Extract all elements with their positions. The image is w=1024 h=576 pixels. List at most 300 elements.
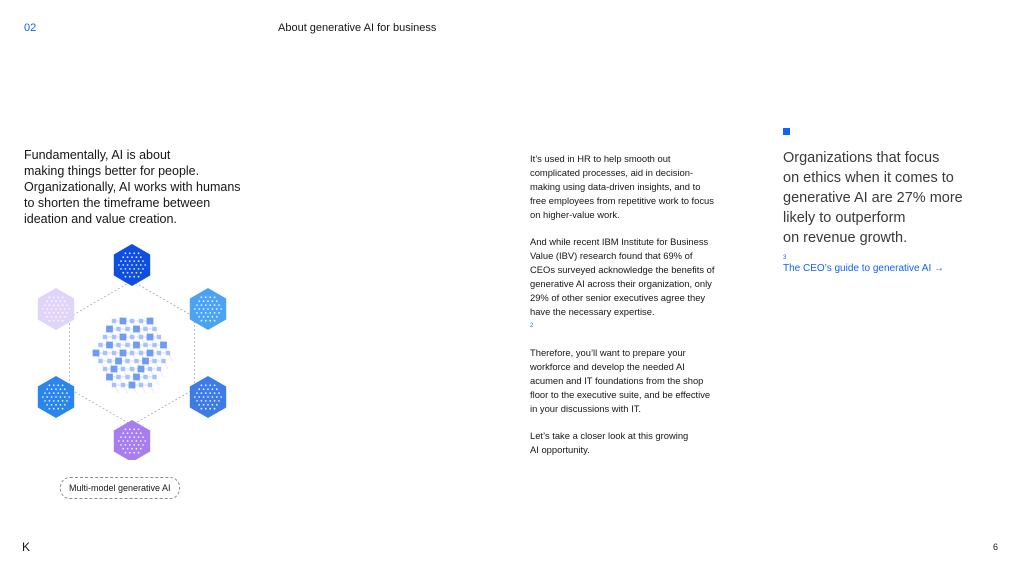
hexagon-dot [57, 392, 59, 394]
body-line-text: have the necessary expertise. [530, 306, 655, 317]
back-to-start-icon[interactable]: K [22, 540, 31, 554]
hexagon-dot [214, 320, 216, 322]
lattice-cube [152, 327, 156, 331]
lattice-cube [120, 350, 127, 357]
hexagon-dot [127, 264, 129, 266]
hexagon-dot [57, 296, 59, 298]
hexagon-dot [207, 404, 209, 406]
hexagon-dot [212, 308, 214, 310]
hexagon-dot [140, 432, 142, 434]
lattice-cube [142, 358, 149, 365]
hexagon-dot [133, 428, 135, 430]
lattice-cube [148, 383, 152, 387]
hexagon-dot [216, 316, 218, 318]
lattice-cube [157, 367, 161, 371]
hexagon-dot [120, 268, 122, 270]
lattice-cube [116, 343, 120, 347]
hexagon-dot [201, 312, 203, 314]
multi-model-ai-illustration [22, 238, 242, 460]
body-line: Value (IBV) research found that 69% of [530, 250, 693, 261]
body-line: workforce and develop the needed AI [530, 361, 685, 372]
lattice-cube [103, 351, 107, 355]
hexagon-dot [214, 392, 216, 394]
lattice-cube [143, 343, 147, 347]
lead-statement [24, 147, 264, 227]
lattice-cube [125, 327, 129, 331]
hexagon-dot [138, 252, 140, 254]
hexagon-dot [44, 400, 46, 402]
hexagon-dot [127, 256, 129, 258]
hexagon-dot [57, 408, 59, 410]
lattice-cube [133, 374, 140, 381]
hexagon-dot [140, 256, 142, 258]
lattice-cube [116, 375, 120, 379]
model-hexagon-bottom [114, 420, 150, 460]
hexagon-dot [198, 316, 200, 318]
hexagon-dot [214, 384, 216, 386]
hexagon-dot [198, 396, 200, 398]
hexagon-dot [133, 252, 135, 254]
hexagon-dot [131, 440, 133, 442]
lattice-cube [130, 335, 134, 339]
body-paragraph [530, 235, 750, 333]
lattice-cube [121, 367, 125, 371]
hexagon-dot [120, 436, 122, 438]
hexagon-dot [133, 444, 135, 446]
hexagon-dot [60, 300, 62, 302]
lattice-cube [93, 350, 100, 357]
hexagon-dot [55, 404, 57, 406]
hexagon-dot [209, 400, 211, 402]
hexagon-dot [66, 304, 68, 306]
hexagon-dot [216, 308, 218, 310]
hexagon-dot [118, 264, 120, 266]
hexagon-dot [133, 260, 135, 262]
hexagon-dot [194, 308, 196, 310]
ceo-guide-link[interactable] [783, 263, 944, 274]
hexagon-dot [49, 304, 51, 306]
hexagon-dot [122, 440, 124, 442]
hexagon-dot [60, 404, 62, 406]
hexagon-dot [203, 388, 205, 390]
hexagon-dot [142, 436, 144, 438]
hexagon-dot [207, 396, 209, 398]
hexagon-dot [209, 408, 211, 410]
hexagon-dot [46, 308, 48, 310]
hexagon-dot [53, 408, 55, 410]
hexagon-dot [55, 308, 57, 310]
hexagon-dot [207, 308, 209, 310]
lattice-cube [134, 359, 138, 363]
lattice-cube [125, 343, 129, 347]
hexagon-dot [46, 396, 48, 398]
hexagon-dot [144, 264, 146, 266]
hexagon-dot [49, 320, 51, 322]
body-line: free employees from repetitive work to focus [530, 195, 714, 206]
hexagon-dot [49, 296, 51, 298]
hexagon-dot [129, 436, 131, 438]
hexagon-dot [198, 388, 200, 390]
hexagon-dot [53, 400, 55, 402]
hexagon-dot [62, 400, 64, 402]
lattice-cube [115, 358, 122, 365]
lattice-cube [130, 351, 134, 355]
hexagon-dot [203, 316, 205, 318]
lattice-cube [161, 359, 165, 363]
hexagon-dot [125, 452, 127, 454]
hexagon-dot [196, 304, 198, 306]
stat-line [783, 228, 1003, 268]
hexagon-dot [120, 444, 122, 446]
lattice-cube [112, 383, 116, 387]
hexagon-dot [144, 440, 146, 442]
hexagon-dot [133, 436, 135, 438]
footnote-ref[interactable]: 2 [530, 323, 534, 329]
body-line: acumen and IT foundations from the shop [530, 375, 704, 386]
model-hexagon-lower-right [190, 376, 226, 418]
hexagon-dot [125, 436, 127, 438]
hexagon-dot [120, 260, 122, 262]
hexagon-dot [53, 312, 55, 314]
lattice-cube [98, 343, 102, 347]
body-paragraph [530, 152, 750, 222]
lead-line: Organizationally, AI works with humans [24, 180, 241, 194]
lead-line: to shorten the timeframe between [24, 196, 211, 210]
hexagon-dot [218, 392, 220, 394]
hexagon-dot [68, 396, 70, 398]
hexagon-dot [138, 268, 140, 270]
body-line: generative AI across their organization, only [530, 278, 712, 289]
lattice-cube [143, 327, 147, 331]
hexagon-dot [209, 320, 211, 322]
hexagon-dot [66, 392, 68, 394]
hexagon-dot [209, 296, 211, 298]
hexagon-dot [57, 320, 59, 322]
hexagon-dot [205, 320, 207, 322]
hexagon-dot [214, 400, 216, 402]
hexagon-dot [53, 296, 55, 298]
hexagon-dot [207, 388, 209, 390]
hexagon-dot [131, 272, 133, 274]
hexagon-dot [125, 268, 127, 270]
hexagon-dot [64, 388, 66, 390]
hexagon-dot [140, 448, 142, 450]
hexagon-dot [53, 392, 55, 394]
hexagon-dot [203, 404, 205, 406]
hexagon-dot [51, 316, 53, 318]
lattice-cube [143, 375, 147, 379]
stat-line: generative AI are 27% more [783, 190, 963, 206]
body-paragraph [530, 429, 750, 457]
body-line: CEOs surveyed acknowledge the benefits of [530, 264, 715, 275]
hexagon-dot [214, 296, 216, 298]
lattice-cube [121, 383, 125, 387]
hexagon-dot [205, 384, 207, 386]
lead-line: ideation and value creation. [24, 212, 177, 226]
hexagon-dot [212, 404, 214, 406]
lattice-cube [139, 319, 143, 323]
hexagon-dot [125, 260, 127, 262]
body-line: on higher-value work. [530, 209, 620, 220]
stat-line: on ethics when it comes to [783, 170, 954, 186]
body-line: AI opportunity. [530, 444, 590, 455]
hexagon-dot [201, 400, 203, 402]
lattice-cube [106, 326, 113, 333]
stat-line: Organizations that focus [783, 150, 940, 166]
hexagon-dot [138, 428, 140, 430]
body-line: And while recent IBM Institute for Business [530, 236, 709, 247]
hexagon-dot [129, 444, 131, 446]
lattice-cube [138, 366, 145, 373]
body-line: in your discussions with IT. [530, 403, 641, 414]
hexagon-dot [216, 404, 218, 406]
hexagon-dot [201, 408, 203, 410]
hexagon-dot [60, 388, 62, 390]
body-line: 29% of other senior executives agree they [530, 292, 706, 303]
lattice-cube [112, 351, 116, 355]
lattice-cube [120, 334, 127, 341]
hexagon-dot [68, 308, 70, 310]
hexagon-dot [140, 264, 142, 266]
hexagon-dot [136, 448, 138, 450]
ceo-guide-link-label: The CEO’s guide to generative AI [783, 263, 932, 274]
hexagon-dot [44, 312, 46, 314]
hexagon-dot [205, 408, 207, 410]
hexagon-dot [212, 388, 214, 390]
body-line: complicated processes, aid in decision- [530, 167, 694, 178]
lattice-cube [139, 383, 143, 387]
hexagon-dot [57, 304, 59, 306]
body-line: It’s used in HR to help smooth out [530, 153, 671, 164]
hexagon-dot [136, 272, 138, 274]
hexagon-dot [203, 396, 205, 398]
hexagon-dot [194, 396, 196, 398]
lattice-cube [147, 350, 154, 357]
hexagon-dot [203, 300, 205, 302]
footer-page-number: 6 [993, 542, 999, 552]
hexagon-dot [57, 400, 59, 402]
lattice-cube [125, 359, 129, 363]
hexagon-dot [122, 272, 124, 274]
lattice-cube [147, 318, 154, 325]
lattice-cube [129, 382, 136, 389]
hexagon-dot [42, 396, 44, 398]
hexagon-dot [125, 428, 127, 430]
hexagon-dot [140, 272, 142, 274]
hexagon-dot [131, 264, 133, 266]
hexagon-dot [66, 312, 68, 314]
hexagon-dot [220, 396, 222, 398]
hexagon-dot [127, 432, 129, 434]
body-line: Therefore, you’ll want to prepare your [530, 347, 686, 358]
lattice-cube [106, 374, 113, 381]
hexagon-dot [201, 392, 203, 394]
hexagon-dot [129, 276, 131, 278]
lattice-cube [111, 366, 118, 373]
footnote-ref[interactable]: 3 [783, 255, 787, 261]
lattice-cube [112, 335, 116, 339]
hexagon-dot [44, 392, 46, 394]
lattice-cube [106, 342, 113, 349]
hexagon-dot [60, 316, 62, 318]
model-hexagon-lower-left [38, 376, 74, 418]
hexagon-dot [207, 316, 209, 318]
body-paragraph [530, 346, 750, 416]
hexagon-dot [57, 384, 59, 386]
hexagon-dot [51, 388, 53, 390]
hexagon-dot [201, 384, 203, 386]
hexagon-dot [209, 384, 211, 386]
hexagon-dot [122, 432, 124, 434]
arrow-right-icon: → [934, 263, 945, 274]
lattice-cube [157, 351, 161, 355]
body-line: making using data-driven insights, and to [530, 181, 701, 192]
hexagon-dot [218, 304, 220, 306]
hexagon-dot [53, 320, 55, 322]
hexagon-dot [64, 396, 66, 398]
lattice-cube [152, 359, 156, 363]
hexagon-dot [131, 448, 133, 450]
hexagon-dot [129, 268, 131, 270]
hexagon-dot [49, 400, 51, 402]
body-line: Let’s take a closer look at this growing [530, 430, 689, 441]
hexagon-dot [138, 436, 140, 438]
hexagon-dot [49, 392, 51, 394]
hexagon-dot [205, 392, 207, 394]
hexagon-dot [55, 316, 57, 318]
center-cube-lattice [93, 318, 173, 393]
hexagon-dot [62, 408, 64, 410]
hexagon-dot [122, 448, 124, 450]
hexagon-dot [205, 296, 207, 298]
hexagon-dot [127, 272, 129, 274]
body-copy [530, 152, 750, 470]
hexagon-dot [214, 312, 216, 314]
hexagon-dot [131, 432, 133, 434]
lattice-cube [98, 359, 102, 363]
lattice-cube [139, 335, 143, 339]
hexagon-dot [66, 400, 68, 402]
hexagon-dot [136, 256, 138, 258]
hexagon-dot [49, 384, 51, 386]
lattice-cube [130, 319, 134, 323]
lattice-cube [133, 342, 140, 349]
lattice-cube [130, 367, 134, 371]
hexagon-dot [60, 396, 62, 398]
hexagon-dot [51, 300, 53, 302]
hexagon-dot [122, 264, 124, 266]
hexagon-shape [114, 420, 150, 460]
hexagon-dot [205, 304, 207, 306]
hexagon-dot [209, 312, 211, 314]
hexagon-dot [55, 396, 57, 398]
hexagon-dot [62, 312, 64, 314]
hexagon-dot [64, 308, 66, 310]
hexagon-dot [125, 444, 127, 446]
hexagon-dot [46, 300, 48, 302]
hexagon-dot [138, 260, 140, 262]
body-line [530, 305, 750, 333]
model-hexagon-upper-left [38, 288, 74, 330]
hexagon-dot [62, 392, 64, 394]
lattice-cube [152, 375, 156, 379]
hexagon-dot [64, 300, 66, 302]
hexagon-dot [198, 300, 200, 302]
hexagon-dot [46, 388, 48, 390]
hexagon-dot [216, 396, 218, 398]
hexagon-dot [214, 304, 216, 306]
hexagon-dot [51, 308, 53, 310]
accent-square-marker [783, 128, 790, 135]
lattice-cube [152, 343, 156, 347]
page-section-number: 02 [24, 22, 37, 34]
hexagon-dot [49, 408, 51, 410]
lattice-cube [120, 318, 127, 325]
hexagon-dot [214, 408, 216, 410]
hexagon-dot [129, 428, 131, 430]
hexagon-dot [53, 304, 55, 306]
hexagon-dot [218, 312, 220, 314]
lattice-cube [133, 326, 140, 333]
stat-line-text: on revenue growth. [783, 230, 908, 246]
hexagon-dot [196, 392, 198, 394]
hexagon-dot [51, 396, 53, 398]
hexagon-dot [133, 452, 135, 454]
hexagon-dot [118, 440, 120, 442]
hexagon-dot [127, 448, 129, 450]
lattice-cube [112, 319, 116, 323]
hexagon-dot [55, 388, 57, 390]
hexagon-dot [196, 312, 198, 314]
lattice-cube [103, 367, 107, 371]
lattice-cube [157, 335, 161, 339]
illustration-caption: Multi-model generative AI [60, 477, 180, 499]
hexagon-dot [196, 400, 198, 402]
hexagon-dot [209, 392, 211, 394]
hexagon-dot [51, 404, 53, 406]
hexagon-dot [125, 252, 127, 254]
hexagon-dot [64, 404, 66, 406]
hexagon-dot [131, 256, 133, 258]
hexagon-dot [212, 316, 214, 318]
hexagon-dot [133, 268, 135, 270]
hexagon-dot [125, 276, 127, 278]
lattice-cube [139, 351, 143, 355]
body-line: floor to the executive suite, and be effective [530, 389, 711, 400]
hexagon-dot [49, 312, 51, 314]
hexagon-dot [201, 320, 203, 322]
hexagon-dot [136, 432, 138, 434]
hexagon-dot [212, 396, 214, 398]
lead-line: making things better for people. [24, 164, 200, 178]
hexagon-dot [142, 260, 144, 262]
hexagon-dot [203, 308, 205, 310]
hexagon-dot [142, 444, 144, 446]
hexagon-dot [62, 296, 64, 298]
lead-line: Fundamentally, AI is about [24, 148, 171, 162]
hexagon-dot [62, 304, 64, 306]
hexagon-dot [44, 304, 46, 306]
hexagon-dot [53, 384, 55, 386]
lattice-cube [125, 375, 129, 379]
hexagon-dot [133, 276, 135, 278]
hexagon-dot [220, 308, 222, 310]
lattice-cube [160, 342, 167, 349]
lattice-cube [103, 335, 107, 339]
stat-callout [783, 148, 1003, 268]
hexagon-dot [207, 300, 209, 302]
hexagon-dot [42, 308, 44, 310]
